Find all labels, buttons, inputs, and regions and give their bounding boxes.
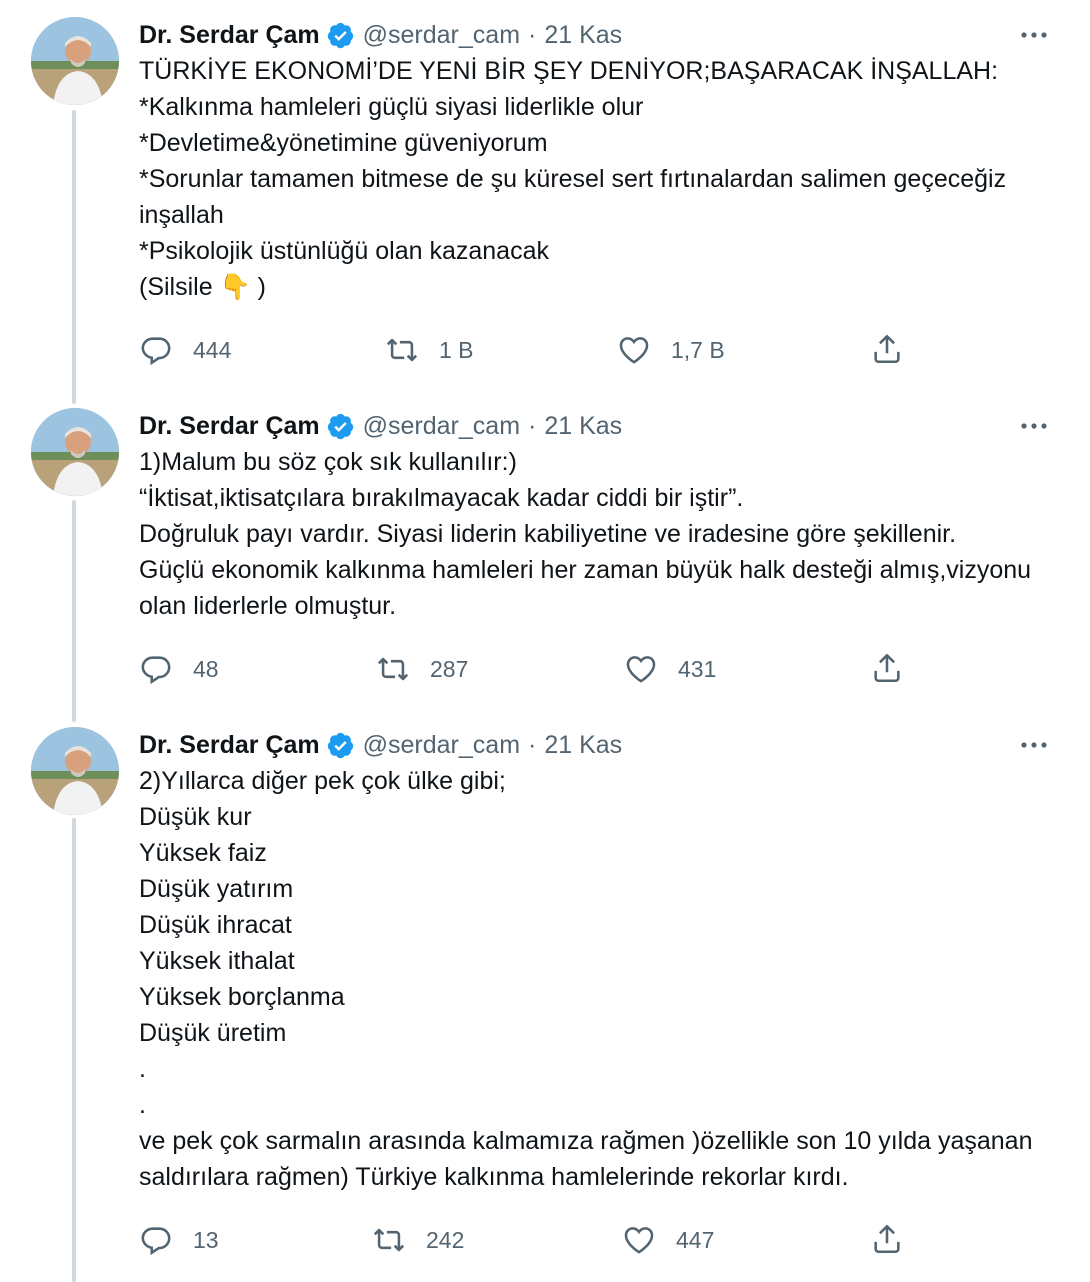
timestamp[interactable]: 21 Kas (544, 412, 623, 440)
author-name[interactable]: Dr. Serdar Çam (139, 731, 320, 759)
retweet-button[interactable] (376, 651, 468, 687)
retweet-arrows-icon (372, 1223, 406, 1257)
like-count: 1,7 B (671, 336, 725, 363)
verified-badge-icon (326, 731, 355, 760)
avatar[interactable] (31, 727, 119, 815)
heart-icon (622, 1223, 656, 1257)
author-handle[interactable]: @serdar_cam (362, 731, 521, 759)
verified-badge-icon (326, 412, 355, 441)
timestamp[interactable]: 21 Kas (544, 21, 623, 49)
tweet-header (139, 408, 1059, 444)
avatar[interactable] (31, 17, 119, 105)
reply-button[interactable] (139, 1222, 219, 1258)
thread-line-3 (72, 818, 76, 1282)
tweet-text: 2)Yıllarca diğer pek çok ülke gibi; Düşük kur Yüksek faiz Düşük yatırım Düşük ihracat Yüksek ithalat Yüksek borçlanma Düşük üretim . . ve pek çok sarmalın arasında kalmamıza rağmen )özellikle son 10 yılda yaşanan saldırılara rağmen) Türkiye kalkınma hamlelerinde rekorlar kırdı. (139, 767, 1033, 1191)
author-handle[interactable]: @serdar_cam (362, 412, 521, 440)
tweet-header (139, 17, 1059, 53)
separator-dot: · (528, 412, 537, 440)
reply-bubble-icon (139, 333, 173, 367)
tweet-actions (139, 651, 919, 687)
reply-bubble-icon (139, 652, 173, 686)
tweet-text: TÜRKİYE EKONOMİ’DE YENİ BİR ŞEY DENİYOR;BAŞARACAK İNŞALLAH: *Kalkınma hamleleri güçlü siyasi liderlikle olur *Devletime&yönetimine güveniyorum *Sorunlar tamamen bitmese de şu küresel sert fırtınalardan salimen geçeceğiz inşallah *Psikolojik üstünlüğü olan kazanacak (Silsile 👇 ) (139, 57, 1007, 301)
reply-count: 13 (193, 1226, 219, 1253)
tweet-actions (139, 1222, 919, 1258)
tweet-header (139, 727, 1059, 763)
retweet-arrows-icon (385, 333, 419, 367)
timestamp[interactable]: 21 Kas (544, 731, 623, 759)
thread-line-1 (72, 110, 76, 404)
share-upload-icon[interactable] (870, 651, 904, 685)
author-handle[interactable]: @serdar_cam (362, 21, 521, 49)
share-upload-icon[interactable] (870, 1222, 904, 1256)
more-dots-icon[interactable] (1019, 23, 1049, 47)
separator-dot: · (528, 21, 537, 49)
tweet-text: 1)Malum bu söz çok sık kullanılır:) “İktisat,iktisatçılara bırakılmayacak kadar ciddi bir iştir”. Doğruluk payı vardır. Siyasi liderin kabiliyetine ve iradesine göre şekillenir. Güçlü ekonomik kalkınma hamleleri her zaman büyük halk desteği almış,vizyonu olan liderlerle olmuştur. (139, 448, 1032, 620)
thread-line-2 (72, 500, 76, 722)
author-name[interactable]: Dr. Serdar Çam (139, 412, 320, 440)
tweet-actions (139, 332, 919, 368)
like-count: 431 (678, 655, 717, 682)
share-upload-icon[interactable] (870, 332, 904, 366)
author-name[interactable]: Dr. Serdar Çam (139, 21, 320, 49)
retweet-button[interactable] (372, 1222, 464, 1258)
reply-button[interactable] (139, 651, 219, 687)
more-dots-icon[interactable] (1019, 733, 1049, 757)
retweet-arrows-icon (376, 652, 410, 686)
reply-count: 48 (193, 655, 219, 682)
separator-dot: · (528, 731, 537, 759)
like-button[interactable] (622, 1222, 714, 1258)
retweet-count: 287 (430, 655, 469, 682)
like-count: 447 (676, 1226, 715, 1253)
reply-button[interactable] (139, 332, 231, 368)
like-button[interactable] (617, 332, 725, 368)
retweet-count: 1 B (439, 336, 474, 363)
reply-count: 444 (193, 336, 232, 363)
retweet-button[interactable] (385, 332, 474, 368)
avatar[interactable] (31, 408, 119, 496)
heart-icon (624, 652, 658, 686)
verified-badge-icon (326, 21, 355, 50)
retweet-count: 242 (426, 1226, 465, 1253)
like-button[interactable] (624, 651, 716, 687)
heart-icon (617, 333, 651, 367)
reply-bubble-icon (139, 1223, 173, 1257)
more-dots-icon[interactable] (1019, 414, 1049, 438)
